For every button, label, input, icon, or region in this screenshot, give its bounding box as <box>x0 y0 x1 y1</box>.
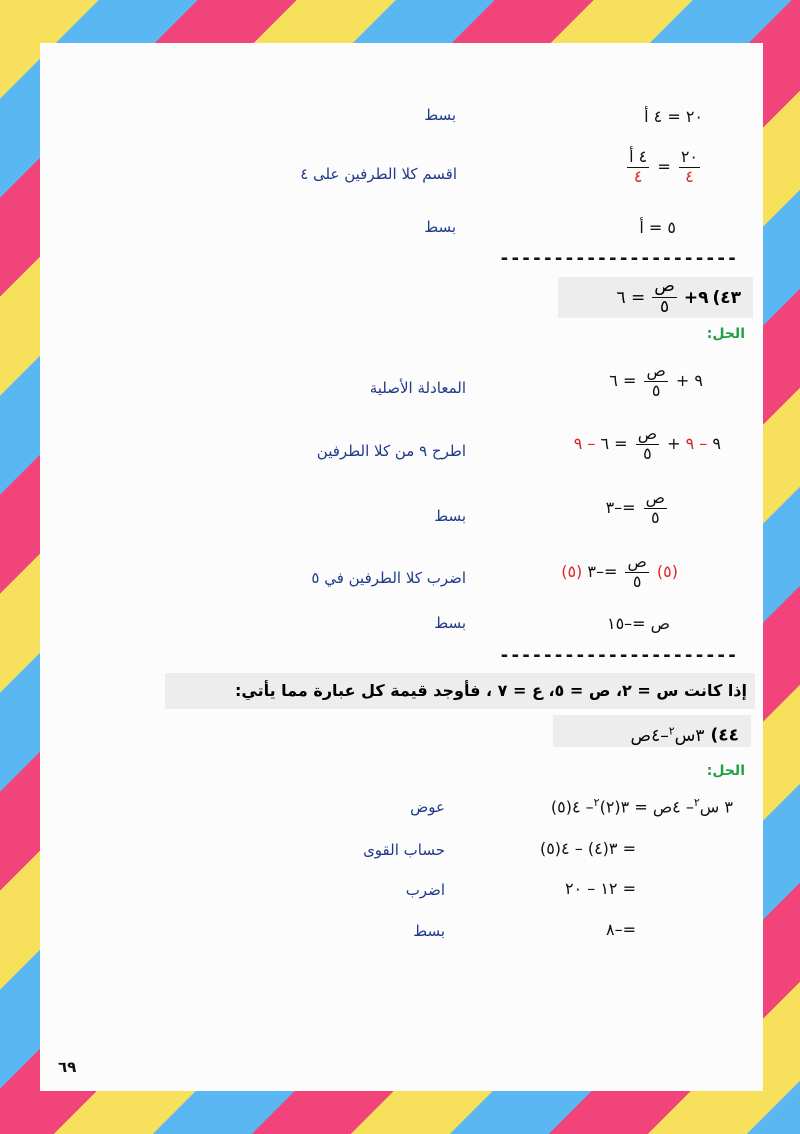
equation-row: =–٨ <box>606 920 636 939</box>
step-note: اطرح ٩ من كلا الطرفين <box>316 442 466 460</box>
fraction: $\frac{\text{ص}}{٥}$ <box>627 552 647 591</box>
equation-row: ٩ + $\frac{\text{ص}}{٥}$ = ٦ <box>609 361 703 400</box>
fraction: $\frac{\text{ص}}{٥}$ <box>637 424 658 463</box>
fraction: $\frac{\text{ص}}{٥}$ <box>646 361 666 400</box>
step-note: اضرب <box>405 881 445 899</box>
solution-label: الحل: <box>706 326 745 342</box>
step-note: بسط <box>424 106 456 124</box>
equation-row: ٥ = أ <box>639 218 676 237</box>
page-number: ٦٩ <box>58 1058 77 1076</box>
section-divider: ---------------------- <box>499 248 738 269</box>
fraction: $\frac{٢٠}{٤}$ <box>680 147 698 186</box>
step-note: حساب القوى <box>363 841 445 859</box>
step-note: اضرب كلا الطرفين في ٥ <box>311 569 466 587</box>
step-note: عوض <box>410 798 445 816</box>
step-note: بسط <box>413 922 445 940</box>
equation-row: ٩ – ٩ + $\frac{\text{ص}}{٥}$ = ٦ – ٩ <box>573 424 721 463</box>
section-divider: ---------------------- <box>499 645 738 666</box>
step-note: بسط <box>434 507 466 525</box>
fraction: $\frac{\text{ص}}{٥}$ <box>654 276 675 317</box>
equation-row: ٢٠ = ٤ أ <box>644 107 703 126</box>
fraction: $\frac{\text{ص}}{٥}$ <box>645 488 665 527</box>
equation-row: = ١٢ – ٢٠ <box>564 879 636 898</box>
equation-row: (٥) $\frac{\text{ص}}{٥}$ =–٣ (٥) <box>561 552 678 591</box>
question-number: ٤٣) <box>712 287 741 308</box>
question-43: ٤٣) ٩+ $\frac{\text{ص}}{٥}$ = ٦ <box>558 277 753 318</box>
solution-label: الحل: <box>706 763 745 779</box>
question-number: ٤٤) <box>710 725 739 746</box>
equation-row: ٣ س$^٢$– ٤ص = ٣(٢)$^٢$– ٤(٥) <box>550 796 733 817</box>
equation-row: $\frac{٢٠}{٤}$ = $\frac{\text{٤ أ}}{٤}$ <box>629 147 698 186</box>
instruction-text: إذا كانت س = ٢، ص = ٥، ع = ٧ ، فأوجد قيمة كل عبارة مما يأتي: <box>165 673 755 709</box>
equation-row: = ٣(٤) – ٤(٥) <box>539 839 636 858</box>
question-44: ٤٤) ٣س$^٢$–٤ص <box>553 715 751 747</box>
step-note: بسط <box>434 614 466 632</box>
equation-row: ص =–١٥ <box>606 614 670 633</box>
step-note: بسط <box>424 218 456 236</box>
equation-row: $\frac{\text{ص}}{٥}$ =–٣ <box>605 488 665 527</box>
step-note: اقسم كلا الطرفين على ٤ <box>300 165 457 183</box>
fraction: $\frac{\text{٤ أ}}{٤}$ <box>629 147 648 186</box>
step-note: المعادلة الأصلية <box>369 379 466 397</box>
page-sheet <box>40 43 763 1091</box>
